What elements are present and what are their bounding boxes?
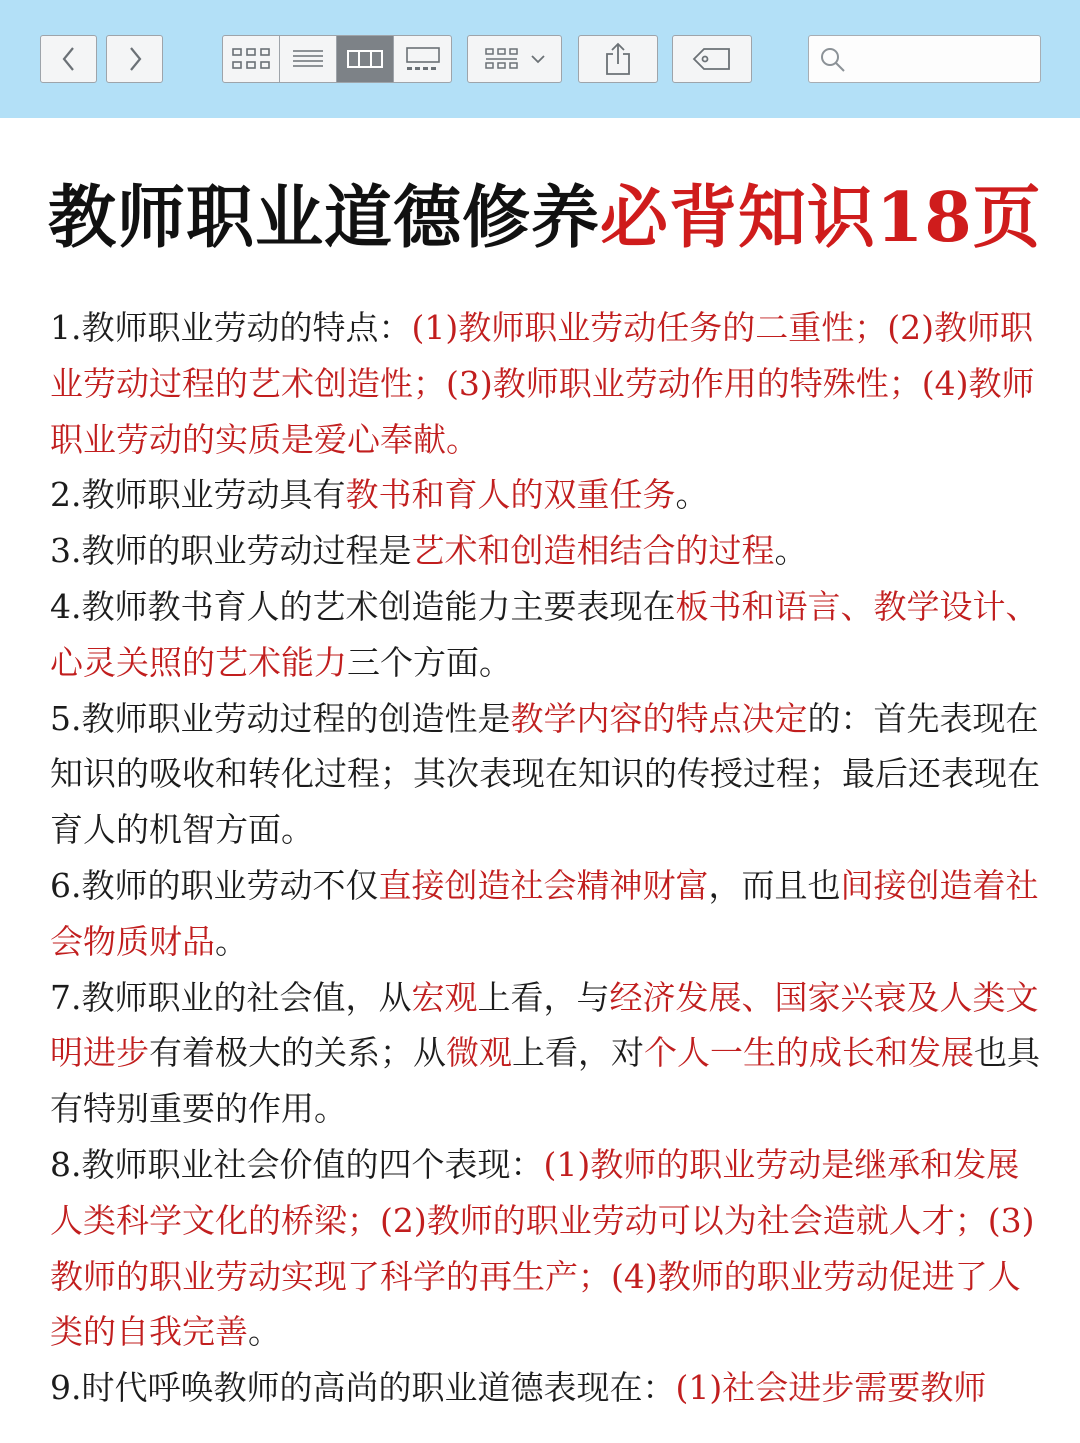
body-text: 9.时代呼唤教师的高尚的职业道德表现在： (50, 1368, 676, 1408)
body-text: 有着极大的关系；从 (149, 1033, 446, 1073)
highlight-text: (1)社会进步需要教师 (675, 1368, 987, 1408)
body-text: 8.教师职业社会价值的四个表现： (50, 1144, 544, 1184)
finder-toolbar (0, 0, 1080, 118)
share-button[interactable] (578, 35, 658, 83)
body-text: 上看，对 (512, 1033, 644, 1073)
grid-view-button[interactable] (223, 36, 280, 82)
knowledge-item-6 (50, 858, 1040, 970)
knowledge-item-4 (50, 579, 1040, 691)
search-input[interactable] (855, 44, 1034, 76)
body-text: ，而且也 (708, 865, 841, 905)
knowledge-item-8 (50, 1137, 1040, 1360)
body-text: 1.教师职业劳动的特点： (50, 308, 412, 347)
body-text: 也具有特别重要的作用。 (50, 1033, 1040, 1129)
body-text: 5.教师职业劳动过程的创造性是 (50, 698, 511, 738)
highlight-text: 教书和育人的双重任务 (345, 475, 676, 515)
highlight-text: 教学内容的特点决定 (510, 698, 808, 738)
column-view-icon (346, 48, 384, 70)
group-icon (483, 46, 523, 72)
knowledge-item-5 (50, 691, 1040, 858)
highlight-text: 板书和语言、教学设计、心灵关照的艺术能力 (50, 586, 1039, 682)
highlight-text: 经济发展、国家兴衰及人类文明进步 (50, 977, 1039, 1073)
highlight-text: 艺术和创造相结合的过程 (411, 531, 775, 571)
highlight-text: 间接创造着社会物质财品 (50, 865, 1039, 961)
document-body (50, 300, 1040, 1416)
column-view-button[interactable] (337, 36, 394, 82)
list-view-button[interactable] (280, 36, 337, 82)
highlight-text: (1)教师的职业劳动是继承和发展人类科学文化的桥梁；(2)教师的职业劳动可以为社会造就人才；(3)教师的职业劳动实现了科学的再生产；(4)教师的职业劳动促进了人类的自我完善 (50, 1144, 1035, 1352)
knowledge-item-9 (50, 1360, 1040, 1416)
forward-button[interactable] (106, 35, 163, 83)
title-black: 教师职业道德修养 (48, 178, 601, 258)
body-text: 。 (248, 1312, 281, 1352)
page-title (48, 170, 1048, 266)
gallery-view-icon (404, 45, 442, 73)
forward-icon (125, 44, 145, 74)
knowledge-item-2 (50, 467, 1040, 523)
title-red: 必背知识18页 (600, 178, 1042, 258)
tag-icon (692, 46, 732, 72)
group-by-dropdown[interactable] (467, 35, 562, 83)
highlight-text: 个人一生的成长和发展 (644, 1033, 974, 1073)
share-icon (603, 42, 633, 76)
grid-view-icon (231, 46, 271, 72)
body-text: 的：首先表现在知识的吸收和转化过程；其次表现在知识的传授过程；最后还表现在育人的机智方面。 (50, 698, 1040, 850)
knowledge-item-3 (50, 523, 1040, 579)
knowledge-item-1 (50, 300, 1040, 467)
body-text: 3.教师的职业劳动过程是 (50, 531, 412, 571)
tag-button[interactable] (672, 35, 752, 83)
highlight-text: 直接创造社会精神财富 (378, 865, 709, 905)
body-text: 。 (774, 531, 808, 571)
highlight-text: 宏观 (411, 977, 478, 1017)
search-icon (819, 46, 847, 74)
body-text: 。 (675, 475, 709, 515)
search-field[interactable] (808, 35, 1041, 83)
body-text: 4.教师教书育人的艺术创造能力主要表现在 (50, 586, 676, 626)
view-mode-segmented-control (222, 35, 452, 83)
body-text: 三个方面。 (347, 642, 512, 682)
highlight-text: (1)教师职业劳动任务的二重性；(2)教师职业劳动过程的艺术创造性；(3)教师职业劳动作用的特殊性；(4)教师职业劳动的实质是爱心奉献。 (50, 308, 1035, 459)
list-view-icon (291, 47, 325, 71)
highlight-text: 微观 (446, 1033, 512, 1073)
knowledge-item-7 (50, 970, 1040, 1137)
back-icon (59, 44, 79, 74)
body-text: 。 (215, 921, 248, 961)
body-text: 7.教师职业的社会值，从 (50, 977, 412, 1017)
chevron-down-icon (529, 52, 547, 66)
back-button[interactable] (40, 35, 97, 83)
body-text: 上看，与 (477, 977, 610, 1017)
body-text: 2.教师职业劳动具有 (50, 475, 346, 515)
gallery-view-button[interactable] (394, 36, 451, 82)
body-text: 6.教师的职业劳动不仅 (50, 865, 379, 905)
